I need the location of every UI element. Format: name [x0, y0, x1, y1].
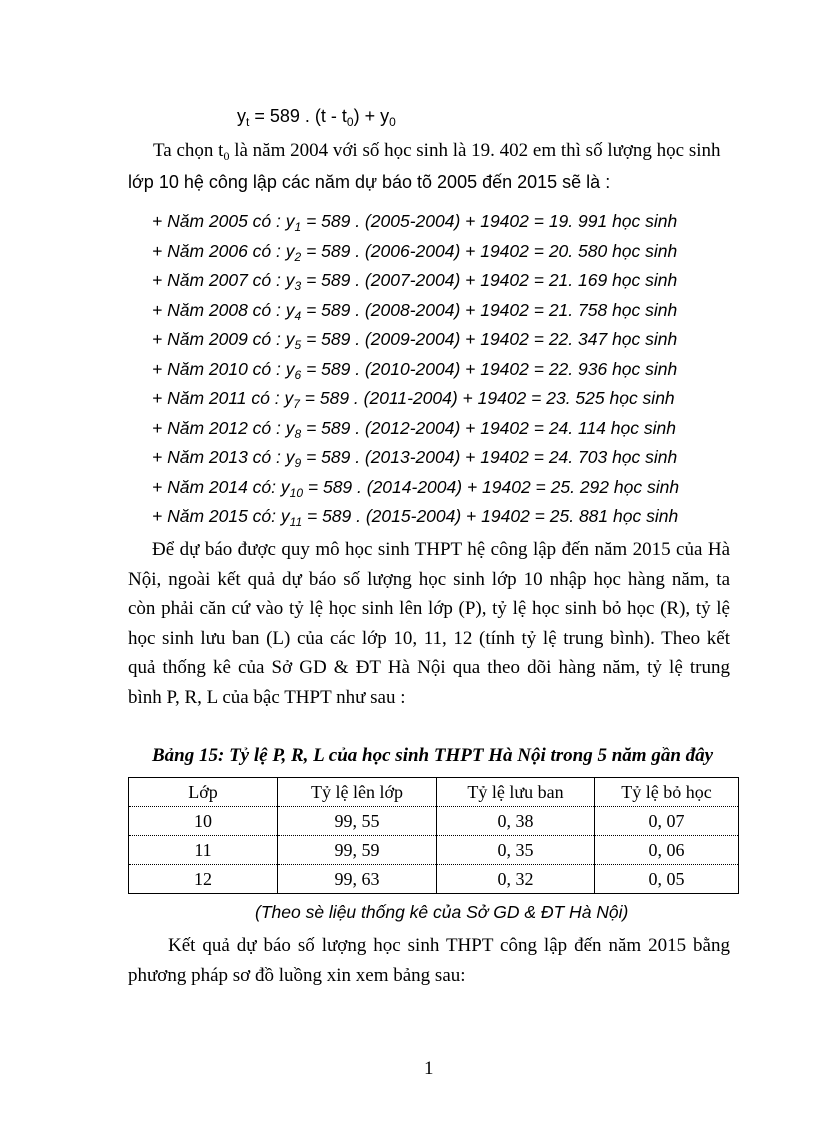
table-cell: 99, 59 [278, 836, 437, 865]
intro-line-2: lớp 10 hệ công lập các năm dự báo tõ 2005 đến 2015 sẽ là : [128, 172, 611, 192]
table-cell: 0, 35 [437, 836, 595, 865]
paragraph-line: Kết quả dự báo số lượng học sinh THPT công lập đến năm 2015 bằng [168, 935, 730, 956]
table-header-cell: Tỷ lệ lưu ban [437, 778, 595, 807]
table-cell: 0, 06 [595, 836, 739, 865]
table-row [129, 807, 739, 836]
paragraph-rates [128, 535, 730, 712]
paragraph-line: học sinh lưu ban (L) của các lớp 10, 11, 12 (tính tỷ lệ trung bình). Theo kết [128, 627, 730, 649]
table-cell: 0, 32 [437, 865, 595, 894]
table-cell: 10 [129, 807, 278, 836]
table-cell: 0, 38 [437, 807, 595, 836]
paragraph-line: phương pháp sơ đồ luồng xin xem bảng sau: [128, 964, 466, 986]
paragraph-line: quả thống kê của Sở GD & ĐT Hà Nội qua theo dõi hàng năm, tỷ lệ trung [128, 657, 730, 678]
forecast-line: + Năm 2006 có : $y_2 = 589$ . (2006-2004) + 19402 = 20. 580 học sinh [152, 241, 678, 264]
formula-y: y [237, 106, 246, 126]
page-number: 1 [424, 1058, 434, 1079]
paragraph-conclusion [128, 931, 730, 990]
intro-line-1 [153, 140, 731, 164]
table-header-cell: Tỷ lệ lên lớp [278, 778, 437, 807]
table-header-cell: Lớp [129, 778, 278, 807]
formula-y-sub: t [246, 115, 250, 129]
intro-t0-sub: 0 [223, 149, 230, 163]
intro-text-a: Ta chọn t [153, 140, 224, 161]
paragraph-line: Nội, ngoài kết quả dự báo số lượng học sinh lớp 10 nhập học hàng năm, ta [128, 568, 730, 590]
paragraph-line: bình P, R, L của bậc THPT như sau : [128, 686, 406, 708]
forecast-line: + Năm 2014 có: $y_{10} = 589$ . (2014-2004) + 19402 = 25. 292 học sinh [152, 477, 680, 500]
table-cell: 11 [129, 836, 278, 865]
forecast-line: + Năm 2009 có : $y_5 = 589$ . (2009-2004) + 19402 = 22. 347 học sinh [152, 329, 678, 352]
table-cell: 0, 07 [595, 807, 739, 836]
table-row [129, 836, 739, 865]
formula-line [237, 106, 396, 129]
formula-part-b: ) + y [353, 106, 390, 126]
formula-y0-sub: 0 [389, 115, 396, 129]
table-header-cell: Tỷ lệ bỏ học [595, 778, 739, 807]
table-cell: 99, 63 [278, 865, 437, 894]
table-header-row [129, 778, 739, 807]
table-caption: Bảng 15: Tỷ lệ P, R, L của học sinh THPT Hà Nội trong 5 năm gần đây [152, 745, 714, 766]
formula-t-sub: 0 [346, 115, 354, 129]
formula-part-a: = 589 . (t - t [249, 106, 347, 126]
forecast-line: + Năm 2010 có : $y_6 = 589$ . (2010-2004) + 19402 = 22. 936 học sinh [152, 359, 678, 382]
table-row [129, 865, 739, 894]
table-cell: 12 [129, 865, 278, 894]
paragraph-line: còn phải căn cứ vào tỷ lệ học sinh lên lớp (P), tỷ lệ học sinh bỏ học (R), tỷ lệ [128, 598, 730, 619]
forecast-line: + Năm 2015 có: $y_{11} = 589$ . (2015-2004) + 19402 = 25. 881 học sinh [152, 506, 679, 529]
table-cell: 0, 05 [595, 865, 739, 894]
forecast-line: + Năm 2011 có : $y_7 = 589$ . (2011-2004) + 19402 = 23. 525 học sinh [152, 388, 675, 411]
intro-text-b: là năm 2004 với số học sinh là 19. 402 em thì số lượng học sinh [229, 140, 721, 161]
forecast-line: + Năm 2012 có : $y_8 = 589$ . (2012-2004) + 19402 = 24. 114 học sinh [152, 418, 676, 441]
forecast-line: + Năm 2007 có : $y_3 = 589$ . (2007-2004) + 19402 = 21. 169 học sinh [152, 270, 678, 293]
paragraph-line: Để dự báo được quy mô học sinh THPT hệ công lập đến năm 2015 của Hà [152, 539, 730, 560]
rates-table [128, 777, 739, 894]
forecast-line: + Năm 2013 có : $y_9 = 589$ . (2013-2004) + 19402 = 24. 703 học sinh [152, 447, 678, 470]
forecast-line: + Năm 2008 có : $y_4 = 589$ . (2008-2004) + 19402 = 21. 758 học sinh [152, 300, 678, 323]
table-source-note: (Theo sè liệu thống kê của Sở GD & ĐT Hà Nội) [255, 902, 629, 922]
forecast-line: + Năm 2005 có : $y_1 = 589$ . (2005-2004) + 19402 = 19. 991 học sinh [152, 211, 678, 234]
table-cell: 99, 55 [278, 807, 437, 836]
